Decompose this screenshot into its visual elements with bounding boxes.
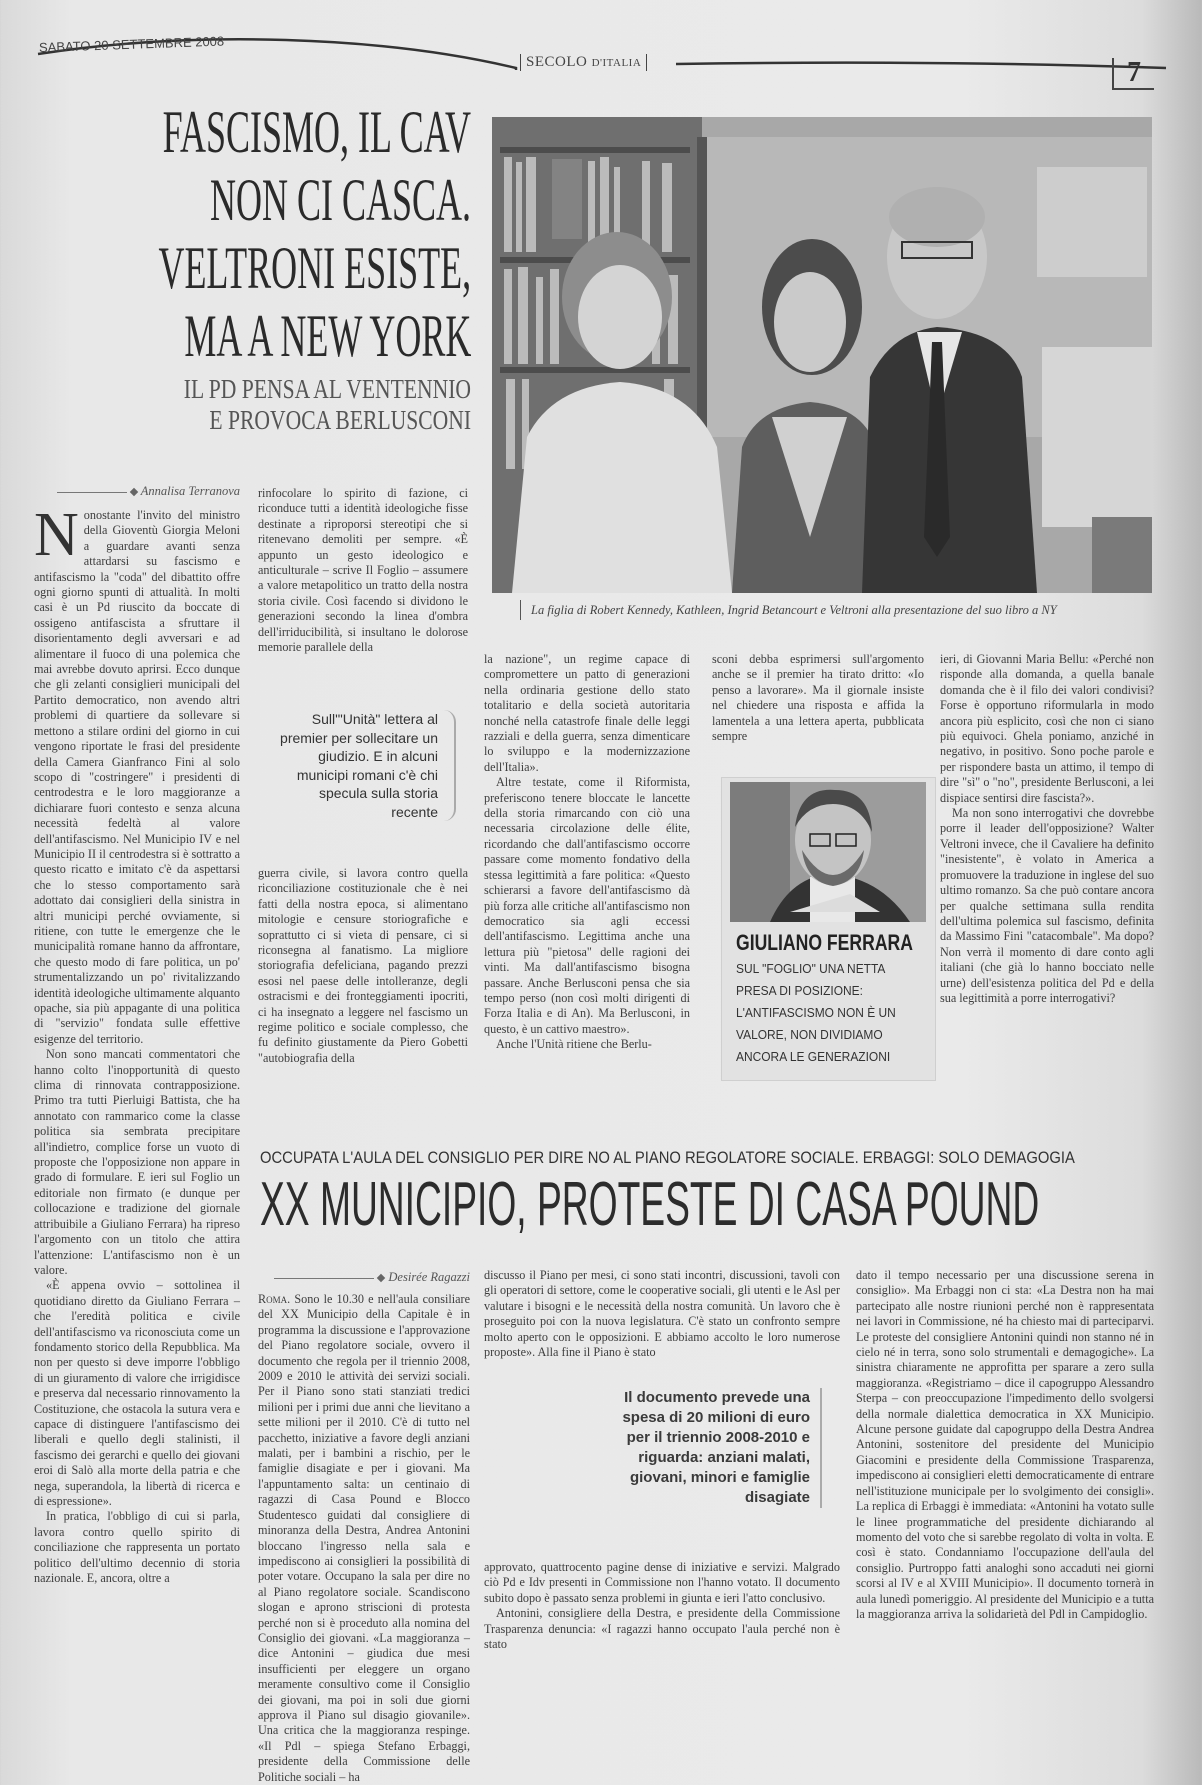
article-column-2-top: [258, 486, 468, 672]
diamond-bullet-icon: [377, 1274, 385, 1282]
paragraph-text: Sono le 10.30 e nell'aula consiliare del XX Municipio della Capitale è in programma la discussione e l'approvazione del Piano regolatore sociale, ovvero il documento che regola per il triennio 2008, 2009 e 2010 le attività dei servizi sociali. Per il Piano sono stati stanziati tredici milioni per i primi due anni che lievitano a sette milioni per il 2010. C'è di tutto nel pacchetto, iniziative a favore degli anziani malati, per i bambini a rischio, per le famiglie disagiate e per i giovani. Ma l'appuntamento salta: un centinaio di ragazzi di Casa Pound e Blocco Studentesco guidati dal consigliere di minoranza della Destra, Andrea Antonini bloccano l'ingresso nella sala e impediscono ai consiglieri la possibilità di poter votare. Occupano la sala per dire no al Piano regolatore sociale. Scandiscono slogan e aprono striscioni di protesta perché non si è proceduto alla nomina del Consiglio dei giovani. «La maggioranza – dice Antonini – giudica due mesi insufficienti per eleggere un organo meramente consultivo come il Consiglio dei giovani, ma poi in soli due giorni approva il Piano sul disagio giovanile». Una critica che la maggioranza respinge. «Il Pdl – spiega Stefano Erbaggi, presidente della Commissione delle Politiche sociali – ha: [258, 1292, 470, 1784]
paragraph: [34, 501, 240, 1047]
sidebar-name: GIULIANO FERRARA: [736, 930, 913, 955]
paragraph: approvato, quattrocento pagine dense di iniziative e servizi. Malgrado ciò Pd e Idv presenti in Commissione non l'hanno votato. Il documento subito dopo è passato senza problemi in giunta e ieri l'atto conclusivo.: [484, 1560, 840, 1605]
paragraph: Ma non sono interrogativi che dovrebbe porre il leader dell'opposizione? Walter Veltroni invece, che il Cavaliere ha definito "inesistente", è volato in America a promuovere la traduzione in inglese del suo ultimo romanzo. Sa che può contare ancora per qualche settimana sulla rendita dell'ultima polemica sul fascismo, definita da Massimo Fini "catacombale". Ma dopo? Non verrà il momento di dare conto agli italiani (che già lo hanno bocciato nelle urne) dell'esistenza politica del Pd e della sua legittimità a porre interrogativi?: [940, 806, 1154, 1005]
paragraph: Antonini, consigliere della Destra, e presidente della Commissione Trasparenza denuncia: «I ragazzi hanno occupato l'aula perché non è stato: [484, 1606, 840, 1652]
portrait-illustration: [730, 782, 926, 922]
author-name: Desirée Ragazzi: [388, 1270, 470, 1284]
article-subheadline: [100, 374, 471, 436]
article-column-5: [940, 652, 1154, 1088]
paragraph: «È appena ovvio – sottolinea il quotidiano diretto da Giuliano Ferrara – che l'eredità politica e civile dell'antifascismo va riconosciuta come un fondamento storico della Repubblica. Ma non per questo si deve imporre l'obbligo di un giuramento di valore che irrigidisce e preserva dal necessario rinnovamento la Costituzione, che ostacola la sutura vera e capace di distinguere l'antifascismo dei liberali e quello degli stalinisti, il fascismo dei gerarchi e quello dei giovani eroi di Salò alla morte della patria e che nega, superandola, la libertà di ricerca e di espressione».: [34, 1278, 240, 1508]
diamond-bullet-icon: [130, 488, 138, 496]
page-number: 7: [1112, 58, 1154, 90]
paragraph: guerra civile, si lavora contro quella riconciliazione costituzionale che è nei fatti della nostra epoca, si alimentano mitologie e censure storiografiche e soprattutto ci si vieta di pensare, ci si riconsegna al fanatismo. La migliore storiografia defeliciana, pagando prezzi esosi nel paese delle intolleranze, degli ostracismi e dei fronteggiamenti ipocriti, ci ha insegnato a leggere nel fascismo un regime politico e sociale complesso, che fu definito giustamente da Piero Gobetti "autobiografia della: [258, 866, 468, 1065]
article2-column-1: [258, 1292, 470, 1784]
pull-quote: Il documento prevede una spesa di 20 milioni di euro per il triennio 2008-2010 e riguarda: anziani malati, giovani, minori e famiglie disagiate: [600, 1388, 822, 1508]
paragraph: discusso il Piano per mesi, ci sono stati incontri, discussioni, tavoli con gli operatori di settore, come le cooperative sociali, gli utenti e le Asl per valutare i bisogni e le necessità della nostra comunità. Un lavoro che è proseguito poi con la nuova legislatura. C'è stato un confronto sempre molto aperto con le opposizioni. E abbiamo accolto le loro numerose proposte». Alla fine il Piano è stato: [484, 1268, 840, 1360]
article-kicker: OCCUPATA L'AULA DEL CONSIGLIO PER DIRE NO AL PIANO REGOLATORE SOCIALE. ERBAGGI: SOLO DEMAGOGIA: [260, 1148, 1075, 1167]
byline: [34, 482, 240, 500]
news-photo: [492, 117, 1152, 593]
paragraph: dato il tempo necessario per una discussione serena in consiglio». Ma Erbaggi non ci sta: «La Destra non ha mai partecipato alle nostre riunioni perché non è rappresentata nei lavori in Commissione, né ha chiesto mai di parteciparvi. Le proteste del consigliere Antonini quindi non stanno né in cielo né in terra, sono solo strumentali e demagogiche». La sinistra chiaramente ne approfitta per sparare a zero sulla maggioranza. «Registriamo – dice il capogruppo Alessandro Sterpa – con preoccupazione l'impedimento dello svolgersi della normale dialettica democratica in XX Municipio. Alcune persone guidate dal capogruppo della Destra Andrea Antonini, sostenitore del presidente del Municipio Giacomini e presidente della Commissione Trasparenza, impediscono ai consiglieri eletti democraticamente di entrare nell'istituzione municipale per lo svolgimento dei consigli». La replica di Erbaggi è immediata: «Antonini ha votato sulle le linee programmatiche del presidente dichiarando al momento del voto che si sarebbe regolato di volta in volta. E così è stato. Condanniamo l'occupazione dell'aula del consiglio. Purtroppo fatti analoghi sono accaduti nei giorni scorsi al IV e al XVIII Municipio». Il documento tornerà in aula lunedì pomeriggio. Al presidente del Municipio e a tutta la maggioranza arriva la solidarietà del Pdl in Campidoglio.: [856, 1268, 1154, 1621]
headline-line: MA A NEW YORK: [183, 303, 471, 369]
article-column-1: [34, 501, 240, 1706]
paragraph: Anche l'Unità ritiene che Berlu-: [496, 1037, 652, 1052]
headline-line: FASCISMO, IL CAV: [162, 99, 471, 165]
paragraph: Altre testate, come il Riformista, preferiscono tenere bloccate le lancette della storia rimarcando con ciò una necessaria circolazione delle élite, ricordando che dall'antifascismo occorre passare come momento fondativo della stessa legittimità a fare politica: «Questo schierarsi a favore dell'antifascismo dà più forza alle critiche all'antifascismo non democratico sia agli eccessi dell'antifascismo. Legittima anche una lettura più "pietosa" delle ragioni dei vinti. Ma dall'antifascismo bisogna passare. Anche Berlusconi pensa che sia tempo perso (non così molti dirigenti di Forza Italia e di An). Ma Berlusconi, in questo, è un cattivo maestro».: [484, 775, 690, 1036]
paragraph: la nazione", un regime capace di compromettere un patto di generazioni nella ordinaria gestione dello stato totalitario e della società autoritaria nonché nella catastrofe finale delle leggi razziali e della guerra, senza dimenticare lo sviluppo e la modernizzazione dell'Italia».: [484, 652, 690, 774]
newspaper-name: [520, 54, 647, 71]
article-column-4: [712, 652, 924, 746]
pull-quote: Sull'"Unità" lettera al premier per sollecitare un giudizio. E in alcuni municipi romani c'è chi specula sulla storia recente: [270, 710, 456, 821]
subhead-line: IL PD PENSA AL VENTENNIO: [183, 374, 471, 404]
paragraph: In pratica, l'obbligo di cui si parla, lavora contro quello spirito di conciliazione che rappresenta un portato politico dell'ultimo decennio di storia nazionale. E, ancora, oltre a: [34, 1509, 240, 1586]
drop-cap: N: [34, 501, 79, 569]
portrait-photo: [730, 782, 926, 922]
newspaper-name-suffix: D'ITALIA: [591, 57, 642, 69]
subhead-line: E PROVOCA BERLUSCONI: [209, 405, 471, 435]
author-name: Annalisa Terranova: [140, 484, 240, 498]
headline-line: VELTRONI ESISTE,: [158, 235, 471, 301]
article-column-3: [484, 652, 690, 1082]
byline-rule: [57, 492, 127, 493]
headline-line: NON CI CASCA.: [209, 167, 471, 233]
paragraph: [258, 1292, 470, 1785]
photo-caption: La figlia di Robert Kennedy, Kathleen, Ingrid Betancourt e Veltroni alla presentazione del suo libro a NY: [520, 600, 1171, 620]
sidebar-text: SUL "FOGLIO" UNA NETTA PRESA DI POSIZIONE: L'ANTIFASCISMO NON È UN VALORE, NON DIVIDIAMO ANCORA LE GENERAZIONI: [736, 961, 896, 1064]
paragraph: rinfocolare lo spirito di fazione, ci riconduce tutti a identità ideologiche fisse destinate a riproporsi stereotipi che si ritenevano demoliti per sempre. «È appunto un gesto ideologico e anticulturale – scrive Il Foglio – assumere a valore metapolitico un tratto della nostra storia civile. Così facendo si dividono le generazioni secondo la linea d'ombra dell'irriducibilità, si insultano le dolorose memorie parallele della: [258, 486, 468, 655]
paragraph: ieri, di Giovanni Maria Bellu: «Perché non risponde alla domanda, a quella banale domanda che è il filo dei valori condivisi? Forse è opportuno riformularla in modo ancora più esplicito, così che non ci siano più equivoci. Ghela poniamo, anziché in negativo, in positivo. Sono poche parole e per rispondere basta un attimo, il tempo di dire "sì" o "no", presidente Berlusconi, a lei dispiace sentirsi dire fascista?».: [940, 652, 1154, 805]
sidebar-box: [721, 777, 936, 1081]
article-headline-2: XX MUNICIPIO, PROTESTE DI CASA POUND: [260, 1170, 1040, 1239]
newspaper-name-main: SECOLO: [526, 54, 588, 70]
paragraph: Non sono mancati commentatori che hanno colto l'inopportunità di questo clima di rinnovata contrapposizione. Primo tra tutti Pierluigi Battista, che ha annotato con rammarico come la classe politica sia sembrata precipitare all'indietro, complice forse un vuoto di proposte che l'opposizione non appare in grado di formulare. E ieri sul Foglio un editoriale non firmato (e dunque per collocazione e tradizione del giornale attribuibile a Giuliano Ferrara) ha ripreso l'argomento con un titolo che attira l'attenzione: L'antifascismo non è un valore.: [34, 1047, 240, 1277]
dateline: Roma.: [258, 1292, 291, 1306]
article-headline: [40, 98, 471, 370]
article-column-2-bottom: [258, 866, 468, 1082]
byline: [258, 1268, 470, 1286]
article2-column-2-top: [484, 1268, 840, 1360]
paragraph-text: onostante l'invito del ministro della Gioventù Giorgia Meloni a guardare avanti senza attardarsi su fascismo e antifascismo la "coda" del dibattito offre ogni giorno spunti di attualità. In molti casi è un Pd riuscito da boccate di ossigeno antifascista a sfruttare il disorientamento degli avversari e ad alimentare il fuoco di una polemica che mai avrebbe dovuto aprirsi. Ecco dunque che gli zelanti consiglieri municipali del Partito democratico, non avendo altri problemi di quartiere da sollevare si mettono a stilare ordini del giorno in cui vengono riportate le frasi del presidente della Camera Gianfranco Fini al solo scopo di "costringere" i presidenti di centrodestra e le loro maggioranze a dichiarare fuori contesto e senza alcuna necessità fedeltà al valore dell'antifascismo. Nel Municipio IV e nel Municipio II il centrodestra si è sottratto a questo ricatto e imitato c'è da aspettarsi che lo stesso comportamento sarà adottato dai consiglieri della sinistra in altri municipi perché ovviamente, si ritiene, con tutte le emergenze che le municipalità romane hanno da affrontare, che questo modo di fare politica, un po' strumentalizzando un po' rivitalizzando identità ideologiche ultimamente alquanto opache, sia più appagante di una politica di "servizio" fondata sulle effettive esigenze del territorio.: [34, 508, 240, 1046]
issue-date: SABATO 20 SETTEMBRE 2008: [38, 33, 225, 55]
article2-column-2-bottom: [484, 1560, 840, 1706]
byline-rule: [274, 1278, 374, 1279]
paragraph: sconi debba esprimersi sull'argomento anche se il premier ha tirato dritto: «Io penso a lavorare». Ma il giornale insiste nel chiedere una risposta e affida la lamentela a una lettera aperta, pubblicata sempre: [712, 652, 924, 744]
photo-illustration: [492, 117, 1152, 593]
article2-column-3: [856, 1268, 1154, 1706]
